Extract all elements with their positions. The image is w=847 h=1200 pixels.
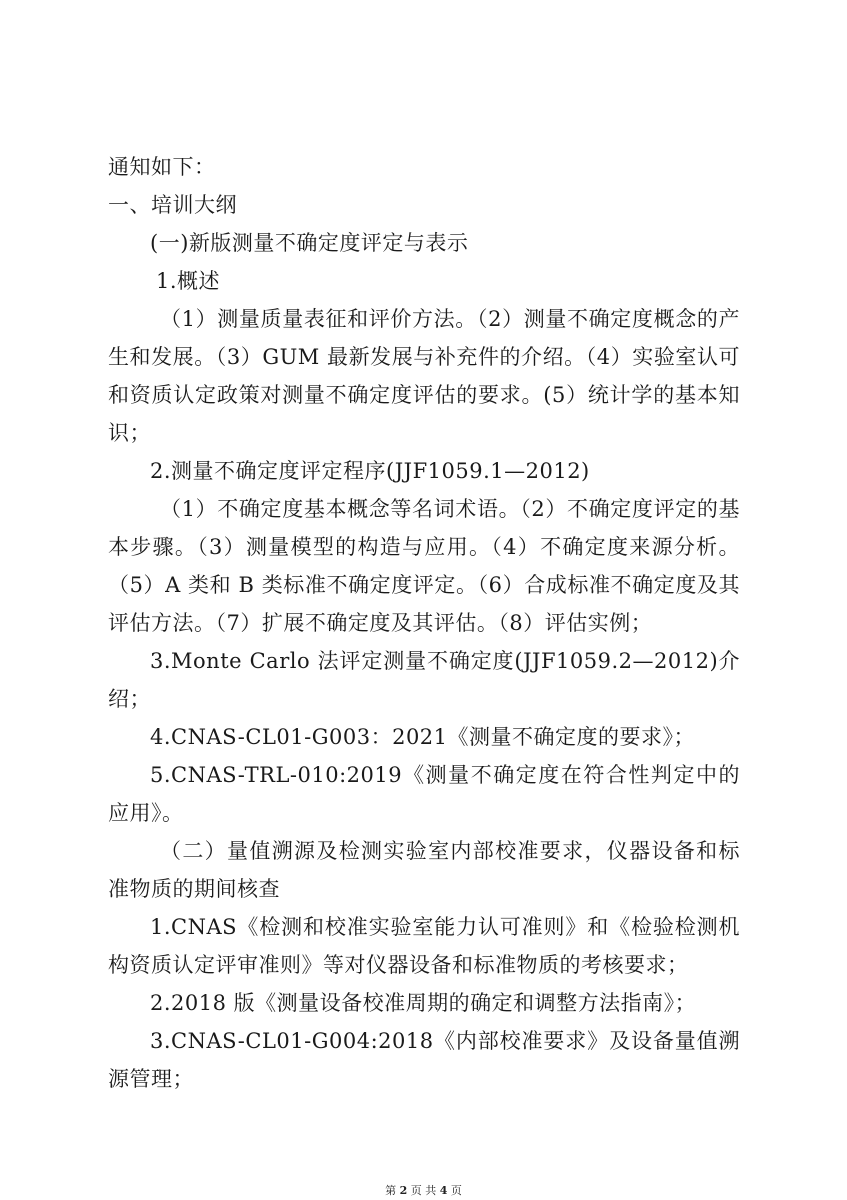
item-5: 5.CNAS-TRL-010:2019《测量不确定度在符合性判定中的应用》。 <box>108 763 740 825</box>
subsection-heading-2: （二）量值溯源及检测实验室内部校准要求，仪器设备和标准物质的期间核查 <box>108 839 740 901</box>
item-2-1: 1.CNAS《检测和校准实验室能力认可准则》和《检验检测机构资质认定评审准则》等对仪器设备和标准物质的考核要求； <box>108 915 740 977</box>
item-2-2: 2.2018 版《测量设备校准周期的确定和调整方法指南》； <box>150 991 697 1015</box>
footer-prefix: 第 <box>385 1184 397 1197</box>
paragraph-intro: 通知如下： <box>108 155 216 179</box>
item-heading-1: 1.概述 <box>156 269 221 293</box>
item-2-3: 3.CNAS-CL01-G004:2018《内部校准要求》及设备量值溯源管理； <box>108 1029 740 1091</box>
item-3: 3.Monte Carlo 法评定测量不确定度(JJF1059.2—2012)介绍； <box>108 649 741 711</box>
paragraph-evaluation-procedure: （1）不确定度基本概念等名词术语。（2）不确定度评定的基本步骤。（3）测量模型的构造与应用。（4）不确定度来源分析。（5）A 类和 B 类标准不确定度评定。（6）合成标准不确定度及其评估方法。（7）扩展不确定度及其评估。（8）评估实例； <box>108 497 740 635</box>
section-heading-1: 一、培训大纲 <box>108 193 237 217</box>
item-heading-2: 2.测量不确定度评定程序(JJF1059.1—2012) <box>150 459 590 483</box>
paragraph-overview: （1）测量质量表征和评价方法。（2）测量不确定度概念的产生和发展。（3）GUM 最新发展与补充件的介绍。（4）实验室认可和资质认定政策对测量不确定度评估的要求。(5）统计学的基本知识； <box>108 307 740 445</box>
footer-middle: 页 共 <box>410 1184 437 1197</box>
subsection-heading-1: (一)新版测量不确定度评定与表示 <box>150 231 469 255</box>
document-body <box>108 148 740 1098</box>
item-4: 4.CNAS-CL01-G003：2021《测量不确定度的要求》； <box>150 725 696 749</box>
footer-page-number: 2 <box>399 1184 408 1197</box>
footer-suffix: 页 <box>450 1184 462 1197</box>
footer-total-pages: 4 <box>439 1184 448 1197</box>
page-footer <box>0 1184 847 1198</box>
